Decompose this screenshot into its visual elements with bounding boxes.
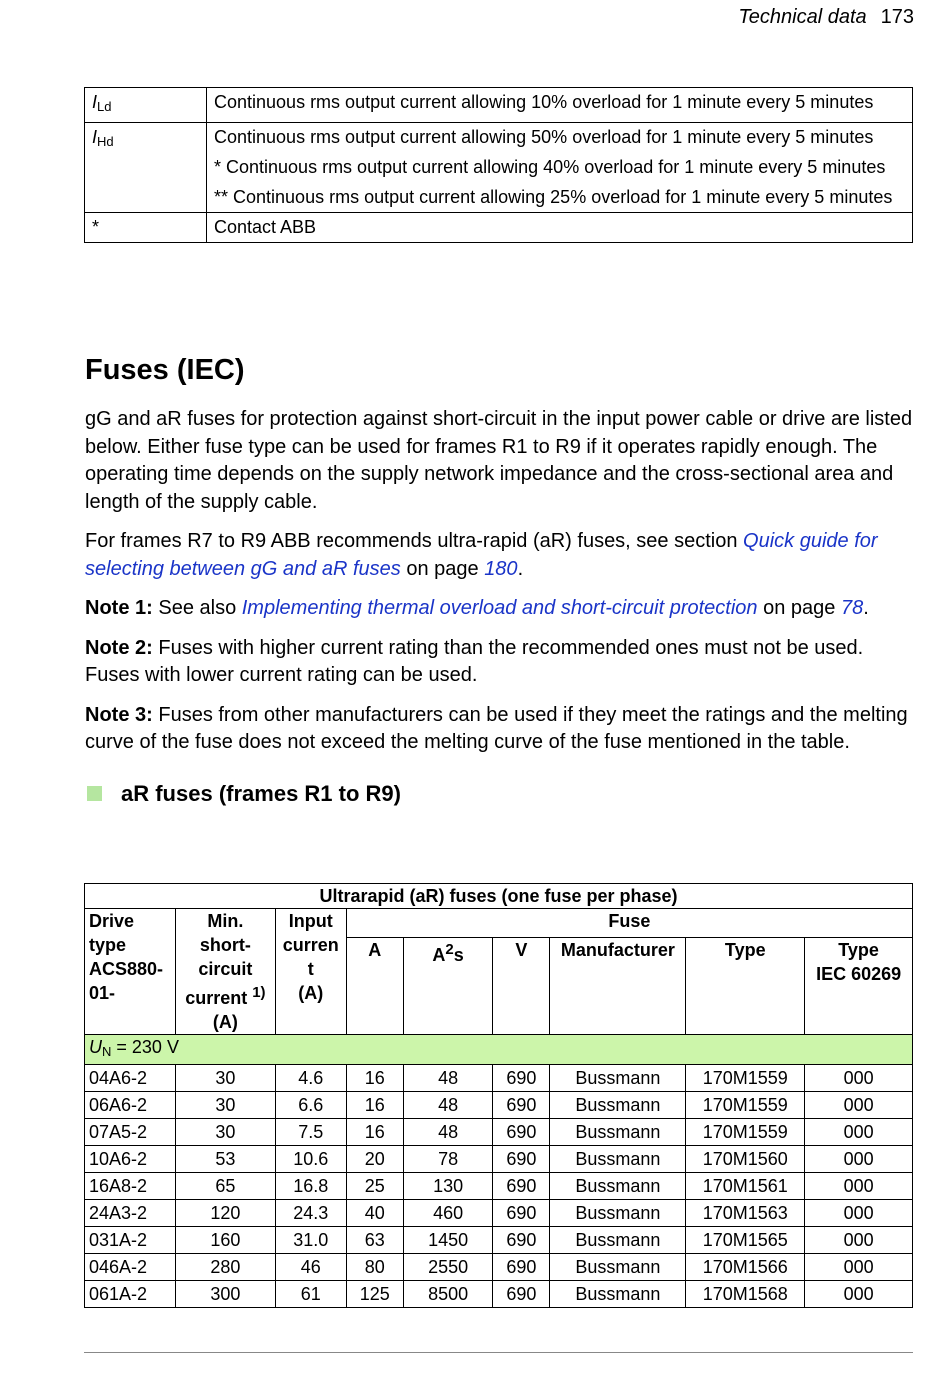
- definition-row: [85, 88, 913, 123]
- table-row: [85, 1254, 913, 1281]
- cell-fuse-v: 690: [493, 1254, 550, 1281]
- cell-fuse-type: 170M1566: [686, 1254, 805, 1281]
- cell-fuse-a: 80: [346, 1254, 403, 1281]
- cell-fuse-v: 690: [493, 1281, 550, 1308]
- note-2-label: Note 2:: [85, 636, 153, 659]
- table-row: [85, 1173, 913, 1200]
- header-min-line: circuit: [198, 959, 253, 979]
- header-min-short-circuit: [175, 909, 275, 1035]
- header-iec-line: Type: [838, 940, 879, 960]
- cell-fuse-a2s: 460: [403, 1200, 493, 1227]
- cell-iec-type: 000: [805, 1254, 913, 1281]
- symbol-main: I: [92, 92, 98, 112]
- definition-text: [207, 88, 913, 123]
- subsection-title-text: aR fuses (frames R1 to R9): [121, 780, 401, 806]
- quick-guide-link[interactable]: Quick guide for selecting between gG and aR fuses: [85, 530, 878, 580]
- recommendation-end: .: [517, 557, 524, 580]
- header-input-line: curren: [282, 935, 339, 955]
- header-iec-line: IEC 60269: [816, 964, 902, 984]
- definitions-table: [84, 87, 913, 243]
- cell-input-current: 4.6: [275, 1065, 346, 1092]
- header-min-current: current: [185, 988, 253, 1008]
- cell-fuse-type: 170M1559: [686, 1092, 805, 1119]
- cell-input-current: 7.5: [275, 1119, 346, 1146]
- cell-iec-type: 000: [805, 1092, 913, 1119]
- footer-divider: [84, 1352, 913, 1353]
- symbol-subscript: Ld: [97, 99, 112, 114]
- cell-manufacturer: Bussmann: [550, 1092, 686, 1119]
- header-min-line: Min.: [207, 911, 244, 931]
- voltage-symbol-sub: N: [102, 1044, 112, 1059]
- header-a2s: [403, 938, 493, 1035]
- note-2-text: Fuses with higher current rating than the recommended ones must not be used. Fuses with lower current rating can be used.: [85, 636, 864, 686]
- cell-input-current: 24.3: [275, 1200, 346, 1227]
- header-iec-type: [805, 938, 913, 1035]
- main-content: [85, 350, 915, 823]
- cell-fuse-a: 125: [346, 1281, 403, 1308]
- cell-iec-type: 000: [805, 1065, 913, 1092]
- recommendation-text: For frames R7 to R9 ABB recommends ultra-rapid (aR) fuses, see section: [85, 530, 744, 552]
- note-2: [85, 635, 915, 690]
- cell-fuse-v: 690: [493, 1092, 550, 1119]
- cell-iec-type: 000: [805, 1281, 913, 1308]
- symbol-main: *: [92, 217, 100, 237]
- cell-fuse-a2s: 2550: [403, 1254, 493, 1281]
- header-input-line: t: [307, 959, 314, 979]
- definition-symbol: [85, 123, 207, 213]
- voltage-group-row: [85, 1035, 913, 1065]
- cell-drive-type: 04A6-2: [85, 1065, 176, 1092]
- cell-fuse-type: 170M1561: [686, 1173, 805, 1200]
- cell-fuse-a: 25: [346, 1173, 403, 1200]
- cell-fuse-v: 690: [493, 1146, 550, 1173]
- note-1-label: Note 1:: [85, 597, 153, 619]
- header-min-line: (A): [212, 1012, 238, 1032]
- header-manufacturer: Manufacturer: [550, 938, 686, 1035]
- square-bullet-icon: [87, 786, 102, 801]
- note-1-end: .: [863, 597, 869, 619]
- cell-fuse-a2s: 48: [403, 1092, 493, 1119]
- note-1-text: See also: [152, 597, 242, 619]
- cell-input-current: 61: [275, 1281, 346, 1308]
- header-a: A: [346, 938, 403, 1035]
- page-180-link[interactable]: 180: [484, 557, 518, 580]
- cell-input-current: 6.6: [275, 1092, 346, 1119]
- cell-fuse-type: 170M1560: [686, 1146, 805, 1173]
- cell-input-current: 46: [275, 1254, 346, 1281]
- voltage-value: = 230 V: [111, 1037, 179, 1057]
- cell-min-short-circuit: 30: [175, 1092, 275, 1119]
- cell-manufacturer: Bussmann: [550, 1173, 686, 1200]
- table-row: [85, 1227, 913, 1254]
- cell-input-current: 31.0: [275, 1227, 346, 1254]
- header-a2s-a: A: [432, 945, 446, 965]
- cell-fuse-a2s: 48: [403, 1119, 493, 1146]
- cell-input-current: 16.8: [275, 1173, 346, 1200]
- cell-iec-type: 000: [805, 1119, 913, 1146]
- cell-drive-type: 031A-2: [85, 1227, 176, 1254]
- cell-iec-type: 000: [805, 1146, 913, 1173]
- header-input-line: (A): [298, 983, 324, 1003]
- cell-input-current: 10.6: [275, 1146, 346, 1173]
- cell-fuse-a: 63: [346, 1227, 403, 1254]
- definition-text: [207, 213, 913, 243]
- cell-fuse-a: 40: [346, 1200, 403, 1227]
- table-row: [85, 1065, 913, 1092]
- cell-min-short-circuit: 120: [175, 1200, 275, 1227]
- cell-min-short-circuit: 160: [175, 1227, 275, 1254]
- intro-paragraph: gG and aR fuses for protection against short-circuit in the input power cable or drive are listed below. Either fuse type can be used for frames R1 to R9 if it operates rapidly enough. The operating time depends on the supply network impedance and the cross-sectional area and length of the supply cable.: [85, 408, 913, 513]
- cell-manufacturer: Bussmann: [550, 1254, 686, 1281]
- header-fuse-group: Fuse: [346, 909, 912, 938]
- fuse-table: [84, 883, 913, 1308]
- note-1-on-page: on page: [757, 597, 841, 619]
- section-title: Fuses (IEC): [85, 354, 245, 386]
- header-min-line: [180, 981, 271, 1010]
- definition-paragraph: Contact ABB: [214, 217, 317, 237]
- header-drive-type: [85, 909, 176, 1035]
- table-row: [85, 1146, 913, 1173]
- header-a2s-sup: 2: [445, 941, 454, 958]
- subsection-title: [85, 781, 915, 807]
- cell-fuse-type: 170M1565: [686, 1227, 805, 1254]
- cell-fuse-a: 16: [346, 1119, 403, 1146]
- recommendation-on-page: on page: [400, 557, 485, 580]
- page-number: 173: [880, 6, 914, 28]
- cell-min-short-circuit: 300: [175, 1281, 275, 1308]
- cell-drive-type: 06A6-2: [85, 1092, 176, 1119]
- page-header: [738, 6, 914, 29]
- header-drive-line: ACS880-: [89, 959, 164, 979]
- definition-paragraph: Continuous rms output current allowing 50% overload for 1 minute every 5 minutes: [214, 127, 874, 147]
- cell-fuse-a2s: 8500: [403, 1281, 493, 1308]
- header-input-current: [275, 909, 346, 1035]
- header-title: Technical data: [738, 6, 867, 28]
- cell-min-short-circuit: 30: [175, 1119, 275, 1146]
- symbol-main: I: [92, 127, 98, 147]
- table-row: [85, 1092, 913, 1119]
- table-caption: Ultrarapid (aR) fuses (one fuse per phase): [85, 884, 913, 909]
- cell-manufacturer: Bussmann: [550, 1227, 686, 1254]
- cell-drive-type: 07A5-2: [85, 1119, 176, 1146]
- cell-fuse-a2s: 1450: [403, 1227, 493, 1254]
- header-drive-line: 01-: [89, 983, 116, 1003]
- definition-text: [207, 123, 913, 213]
- cell-manufacturer: Bussmann: [550, 1146, 686, 1173]
- cell-fuse-v: 690: [493, 1119, 550, 1146]
- cell-min-short-circuit: 53: [175, 1146, 275, 1173]
- footnote-1-ref: 1): [252, 984, 266, 1001]
- symbol-subscript: Hd: [97, 134, 114, 149]
- cell-drive-type: 061A-2: [85, 1281, 176, 1308]
- cell-fuse-a2s: 78: [403, 1146, 493, 1173]
- cell-fuse-type: 170M1559: [686, 1065, 805, 1092]
- cell-drive-type: 24A3-2: [85, 1200, 176, 1227]
- cell-iec-type: 000: [805, 1173, 913, 1200]
- definition-row: [85, 213, 913, 243]
- header-a2s-s: s: [453, 945, 464, 965]
- cell-drive-type: 16A8-2: [85, 1173, 176, 1200]
- cell-fuse-v: 690: [493, 1227, 550, 1254]
- voltage-symbol: U: [89, 1037, 102, 1057]
- definition-paragraph: * Continuous rms output current allowing 40% overload for 1 minute every 5 minutes: [214, 157, 886, 177]
- definition-paragraph: ** Continuous rms output current allowing 25% overload for 1 minute every 5 minutes: [214, 187, 893, 207]
- definition-row: [85, 123, 913, 213]
- definition-paragraph: Continuous rms output current allowing 10% overload for 1 minute every 5 minutes: [214, 92, 874, 112]
- page-78-link[interactable]: 78: [840, 597, 864, 619]
- cell-manufacturer: Bussmann: [550, 1119, 686, 1146]
- cell-manufacturer: Bussmann: [550, 1065, 686, 1092]
- table-row: [85, 1200, 913, 1227]
- header-drive-line: type: [89, 935, 127, 955]
- cell-fuse-type: 170M1559: [686, 1119, 805, 1146]
- header-v: V: [493, 938, 550, 1035]
- cell-fuse-a2s: 48: [403, 1065, 493, 1092]
- note-1: [85, 595, 915, 623]
- cell-fuse-v: 690: [493, 1173, 550, 1200]
- cell-fuse-a: 16: [346, 1092, 403, 1119]
- header-min-line: short-: [199, 935, 251, 955]
- cell-fuse-v: 690: [493, 1065, 550, 1092]
- table-row: [85, 1119, 913, 1146]
- cell-manufacturer: Bussmann: [550, 1281, 686, 1308]
- cell-drive-type: 046A-2: [85, 1254, 176, 1281]
- cell-drive-type: 10A6-2: [85, 1146, 176, 1173]
- cell-fuse-type: 170M1563: [686, 1200, 805, 1227]
- cell-fuse-v: 690: [493, 1200, 550, 1227]
- definition-symbol: [85, 88, 207, 123]
- note-3: [85, 702, 915, 757]
- cell-fuse-a2s: 130: [403, 1173, 493, 1200]
- note-3-text: Fuses from other manufacturers can be used if they meet the ratings and the melting curve of the fuse does not exceed the melting curve of the fuse mentioned in the table.: [85, 703, 908, 753]
- cell-iec-type: 000: [805, 1227, 913, 1254]
- header-drive-line: Drive: [89, 911, 135, 931]
- cell-fuse-a: 20: [346, 1146, 403, 1173]
- table-row: [85, 1281, 913, 1308]
- cell-iec-type: 000: [805, 1200, 913, 1227]
- cell-fuse-type: 170M1568: [686, 1281, 805, 1308]
- header-type: Type: [686, 938, 805, 1035]
- cell-manufacturer: Bussmann: [550, 1200, 686, 1227]
- recommendation-paragraph: [85, 528, 915, 583]
- header-input-line: Input: [288, 911, 333, 931]
- note-3-label: Note 3:: [85, 703, 153, 726]
- voltage-group-cell: [85, 1035, 913, 1065]
- thermal-overload-link[interactable]: Implementing thermal overload and short-circuit protection: [241, 597, 758, 619]
- cell-min-short-circuit: 65: [175, 1173, 275, 1200]
- cell-fuse-a: 16: [346, 1065, 403, 1092]
- cell-min-short-circuit: 280: [175, 1254, 275, 1281]
- definition-symbol: [85, 213, 207, 243]
- cell-min-short-circuit: 30: [175, 1065, 275, 1092]
